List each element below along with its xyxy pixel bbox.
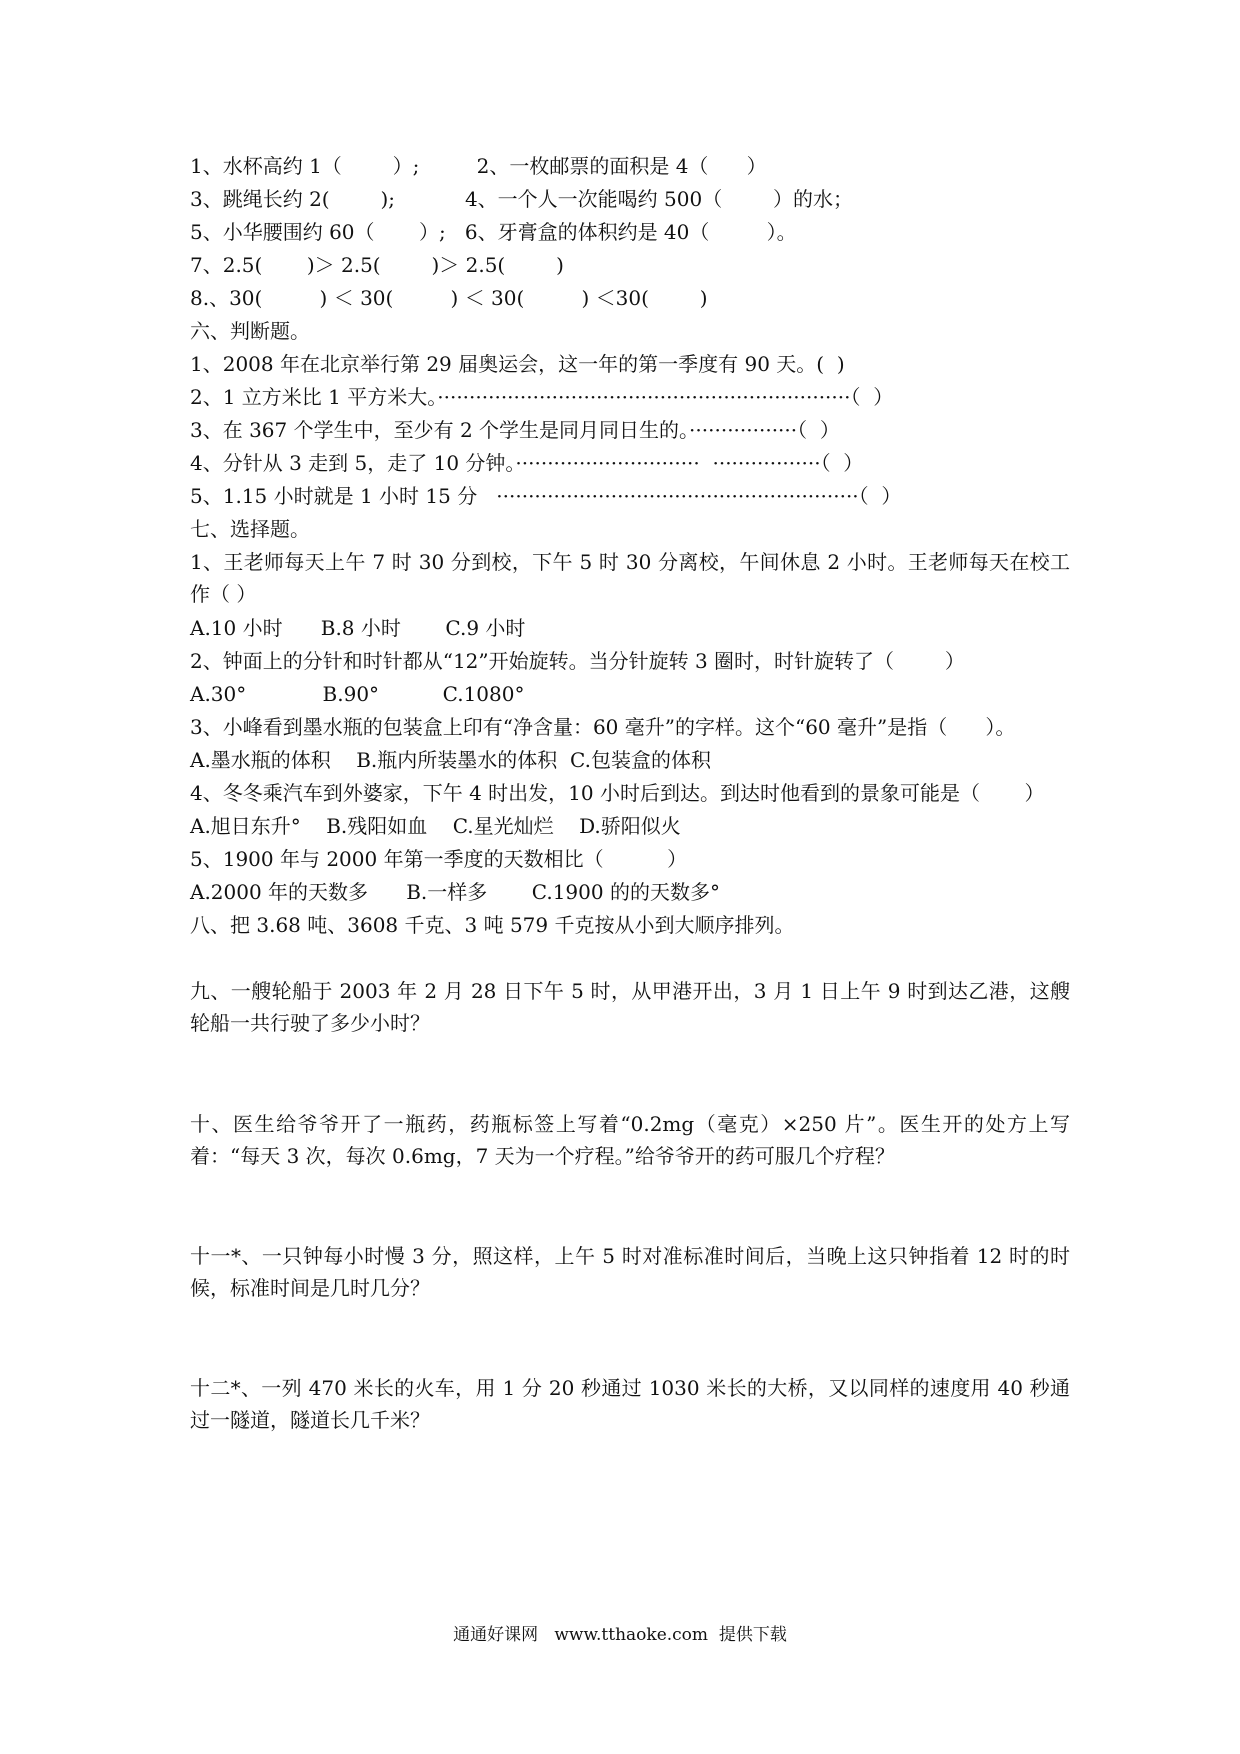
choice-q2-question: 2、钟面上的分针和时针都从“12”开始旋转。当分针旋转 3 圈时，时针旋转了（ ） (190, 649, 965, 673)
fill-item-3: 5、小华腰围约 60（ ）; 6、牙膏盒的体积约是 40（ ）。 (190, 220, 797, 244)
fill-item-5: 8.、30( ) ＜ 30( ) ＜ 30( ) ＜30( ) (190, 286, 708, 310)
choice-q5-options: A.2000 年的天数多 B.一样多 C.1900 的的天数多° (190, 880, 720, 904)
section-8-question: 八、把 3.68 吨、3608 千克、3 吨 579 千克按从小到大顺序排列。 (190, 913, 795, 937)
fill-item-1: 1、水杯高约 1（ ）; 2、一枚邮票的面积是 4（ ） (190, 154, 767, 178)
judge-item-4: 4、分针从 3 走到 5，走了 10 分钟。····························· ·················（ ） (190, 451, 864, 475)
choice-q1-options: A.10 小时 B.8 小时 C.9 小时 (190, 616, 526, 640)
choice-q5-question: 5、1900 年与 2000 年第一季度的天数相比（ ） (190, 847, 688, 871)
footer-credit: 通通好课网 www.tthaoke.com 提供下载 (453, 1625, 787, 1645)
choice-q4-options: A.旭日东升° B.残阳如血 C.星光灿烂 D.骄阳似火 (190, 814, 681, 838)
choice-q3-question: 3、小峰看到墨水瓶的包装盒上印有“净含量：60 毫升”的字样。这个“60 毫升”是指（ ）。 (190, 715, 1016, 739)
section-12-question: 十二*、一列 470 米长的火车，用 1 分 20 秒通过 1030 米长的大桥，又以同样的速度用 40 秒通过一隧道，隧道长几千米？ (190, 1376, 1070, 1432)
choice-q3-options: A.墨水瓶的体积 B.瓶内所装墨水的体积 C.包装盒的体积 (190, 748, 711, 772)
judge-item-3: 3、在 367 个学生中，至少有 2 个学生是同月同日生的。·················（ ） (190, 418, 840, 442)
judge-item-1: 1、2008 年在北京举行第 29 届奥运会，这一年的第一季度有 90 天。( ) (190, 352, 845, 376)
choice-q2-options: A.30° B.90° C.1080° (190, 682, 525, 706)
judge-item-5: 5、1.15 小时就是 1 小时 15 分 ·························································（ ） (190, 484, 902, 508)
judge-item-2: 2、1 立方米比 1 平方米大。·································································（ ） (190, 385, 894, 409)
fill-item-4: 7、2.5( )＞ 2.5( )＞ 2.5( ) (190, 253, 564, 277)
section-6-title: 六、判断题。 (190, 319, 310, 343)
fill-item-2: 3、跳绳长约 2( ); 4、一个人一次能喝约 500（ ）的水； (190, 187, 854, 211)
section-7-title: 七、选择题。 (190, 517, 310, 541)
section-10-question: 十、医生给爷爷开了一瓶药，药瓶标签上写着“0.2mg（毫克）×250 片”。医生开的处方上写着：“每天 3 次，每次 0.6mg，7 天为一个疗程。”给爷爷开的药可服几个疗程？ (190, 1112, 1070, 1168)
choice-q4-question: 4、冬冬乘汽车到外婆家，下午 4 时出发，10 小时后到达。到达时他看到的景象可能是（ ） (190, 781, 1045, 805)
choice-q1-question: 1、王老师每天上午 7 时 30 分到校，下午 5 时 30 分离校，午间休息 2 小时。王老师每天在校工作（ ） (190, 550, 1070, 606)
section-9-question: 九、一艘轮船于 2003 年 2 月 28 日下午 5 时，从甲港开出，3 月 1 日上午 9 时到达乙港，这艘轮船一共行驶了多少小时？ (190, 979, 1070, 1035)
section-11-question: 十一*、一只钟每小时慢 3 分，照这样，上午 5 时对准标准时间后，当晚上这只钟指着 12 时的时候，标准时间是几时几分？ (190, 1244, 1070, 1300)
